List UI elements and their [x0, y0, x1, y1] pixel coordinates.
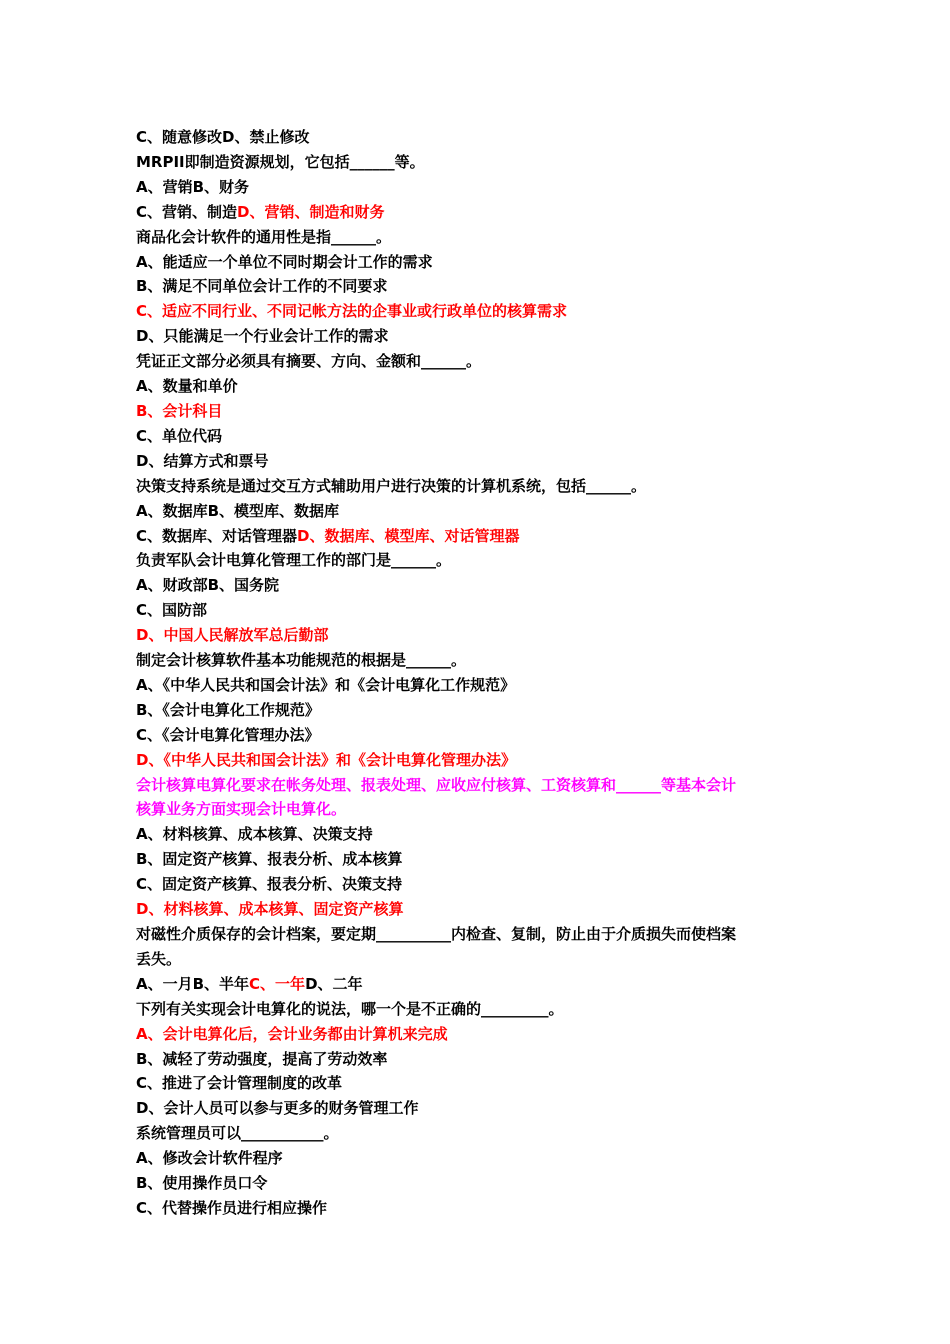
- text-line: [136, 797, 816, 822]
- line-text: D、会计人员可以参与更多的财务管理工作: [136, 1099, 419, 1118]
- line-text: 系统管理员可以___________。: [136, 1124, 339, 1143]
- line-text: C、单位代码: [136, 426, 223, 445]
- text-line: [136, 324, 816, 349]
- answer-text: D、中国人民解放军总后勤部: [136, 626, 329, 645]
- line-text: B、满足不同单位会计工作的不同要求: [136, 277, 388, 296]
- text-line: [136, 972, 816, 997]
- line-text: A、材料核算、成本核算、决策支持: [136, 825, 373, 844]
- line-text: C、推进了会计管理制度的改革: [136, 1074, 343, 1093]
- line-text: 丢失。: [136, 949, 182, 968]
- answer-text: C、适应不同行业、不同记帐方法的企事业或行政单位的核算需求: [136, 302, 568, 321]
- answer-text: A、会计电算化后，会计业务都由计算机来完成: [136, 1024, 448, 1043]
- text-line: [136, 449, 816, 474]
- line-text: A、数量和单价: [136, 377, 238, 396]
- text-line: [136, 1146, 816, 1171]
- answer-text: D、《中华人民共和国会计法》和《会计电算化管理办法》: [136, 750, 516, 769]
- line-text: B、使用操作员口令: [136, 1174, 268, 1193]
- line-text: A、数据库B、模型库、数据库: [136, 501, 340, 520]
- line-text: D、二年: [305, 974, 363, 993]
- line-text: 下列有关实现会计电算化的说法，哪一个是不正确的_________。: [136, 999, 564, 1018]
- text-line: [136, 573, 816, 598]
- answer-text: D、数据库、模型库、对话管理器: [297, 526, 520, 545]
- line-text: D、只能满足一个行业会计工作的需求: [136, 327, 389, 346]
- line-text: C、《会计电算化管理办法》: [136, 725, 320, 744]
- line-text: 负责军队会计电算化管理工作的部门是______。: [136, 551, 452, 570]
- line-text: MRPII即制造资源规划，它包括______等。: [136, 152, 425, 171]
- text-line: [136, 150, 816, 175]
- text-line: [136, 673, 816, 698]
- line-text: C、国防部: [136, 601, 208, 620]
- line-text: C、营销、制造: [136, 202, 238, 221]
- line-text: 凭证正文部分必须具有摘要、方向、金额和______。: [136, 352, 482, 371]
- text-line: [136, 499, 816, 524]
- text-line: [136, 748, 816, 773]
- highlighted-text: 核算业务方面实现会计电算化。: [136, 800, 347, 819]
- text-line: [136, 349, 816, 374]
- text-line: [136, 822, 816, 847]
- line-text: C、固定资产核算、报表分析、决策支持: [136, 875, 403, 894]
- line-text: A、财政部B、国务院: [136, 576, 280, 595]
- highlighted-text: 会计核算电算化要求在帐务处理、报表处理、应收应付核算、工资核算和______等基本会计: [136, 775, 737, 794]
- line-text: B、减轻了劳动强度，提高了劳动效率: [136, 1049, 388, 1068]
- line-text: A、一月B、半年: [136, 974, 250, 993]
- line-text: B、《会计电算化工作规范》: [136, 700, 320, 719]
- text-line: [136, 1022, 816, 1047]
- text-line: [136, 773, 816, 798]
- answer-text: C、一年: [249, 974, 306, 993]
- line-text: 对磁性介质保存的会计档案，要定期__________内检查、复制，防止由于介质损失而使档案: [136, 925, 737, 943]
- text-line: [136, 847, 816, 872]
- text-line: [136, 648, 816, 673]
- line-text: C、代替操作员进行相应操作: [136, 1198, 328, 1217]
- line-text: 决策支持系统是通过交互方式辅助用户进行决策的计算机系统，包括______。: [136, 476, 647, 495]
- text-line: [136, 1171, 816, 1196]
- line-text: A、《中华人民共和国会计法》和《会计电算化工作规范》: [136, 675, 516, 694]
- text-line: [136, 524, 816, 549]
- text-line: [136, 922, 816, 947]
- text-line: [136, 225, 816, 250]
- text-line: [136, 274, 816, 299]
- text-line: [136, 1121, 816, 1146]
- text-line: [136, 175, 816, 200]
- text-line: [136, 299, 816, 324]
- line-text: D、结算方式和票号: [136, 451, 269, 470]
- text-line: [136, 424, 816, 449]
- document-body: [136, 125, 816, 1221]
- text-line: [136, 474, 816, 499]
- line-text: C、数据库、对话管理器: [136, 526, 298, 545]
- text-line: [136, 200, 816, 225]
- answer-text: D、营销、制造和财务: [237, 202, 385, 221]
- text-line: [136, 723, 816, 748]
- text-line: [136, 698, 816, 723]
- text-line: [136, 125, 816, 150]
- text-line: [136, 399, 816, 424]
- line-text: C、随意修改D、禁止修改: [136, 128, 310, 146]
- text-line: [136, 1071, 816, 1096]
- line-text: 商品化会计软件的通用性是指______。: [136, 227, 392, 246]
- text-line: [136, 548, 816, 573]
- text-line: [136, 1047, 816, 1072]
- text-line: [136, 1196, 816, 1221]
- text-line: [136, 897, 816, 922]
- text-line: [136, 1096, 816, 1121]
- text-line: [136, 947, 816, 972]
- line-text: A、修改会计软件程序: [136, 1149, 283, 1168]
- line-text: A、营销B、财务: [136, 177, 250, 196]
- text-line: [136, 250, 816, 275]
- line-text: B、固定资产核算、报表分析、成本核算: [136, 850, 403, 869]
- text-line: [136, 872, 816, 897]
- text-line: [136, 997, 816, 1022]
- text-line: [136, 598, 816, 623]
- text-line: [136, 374, 816, 399]
- answer-text: B、会计科目: [136, 401, 223, 420]
- answer-text: D、材料核算、成本核算、固定资产核算: [136, 900, 404, 919]
- text-line: [136, 623, 816, 648]
- line-text: 制定会计核算软件基本功能规范的根据是______。: [136, 651, 467, 670]
- line-text: A、能适应一个单位不同时期会计工作的需求: [136, 252, 433, 271]
